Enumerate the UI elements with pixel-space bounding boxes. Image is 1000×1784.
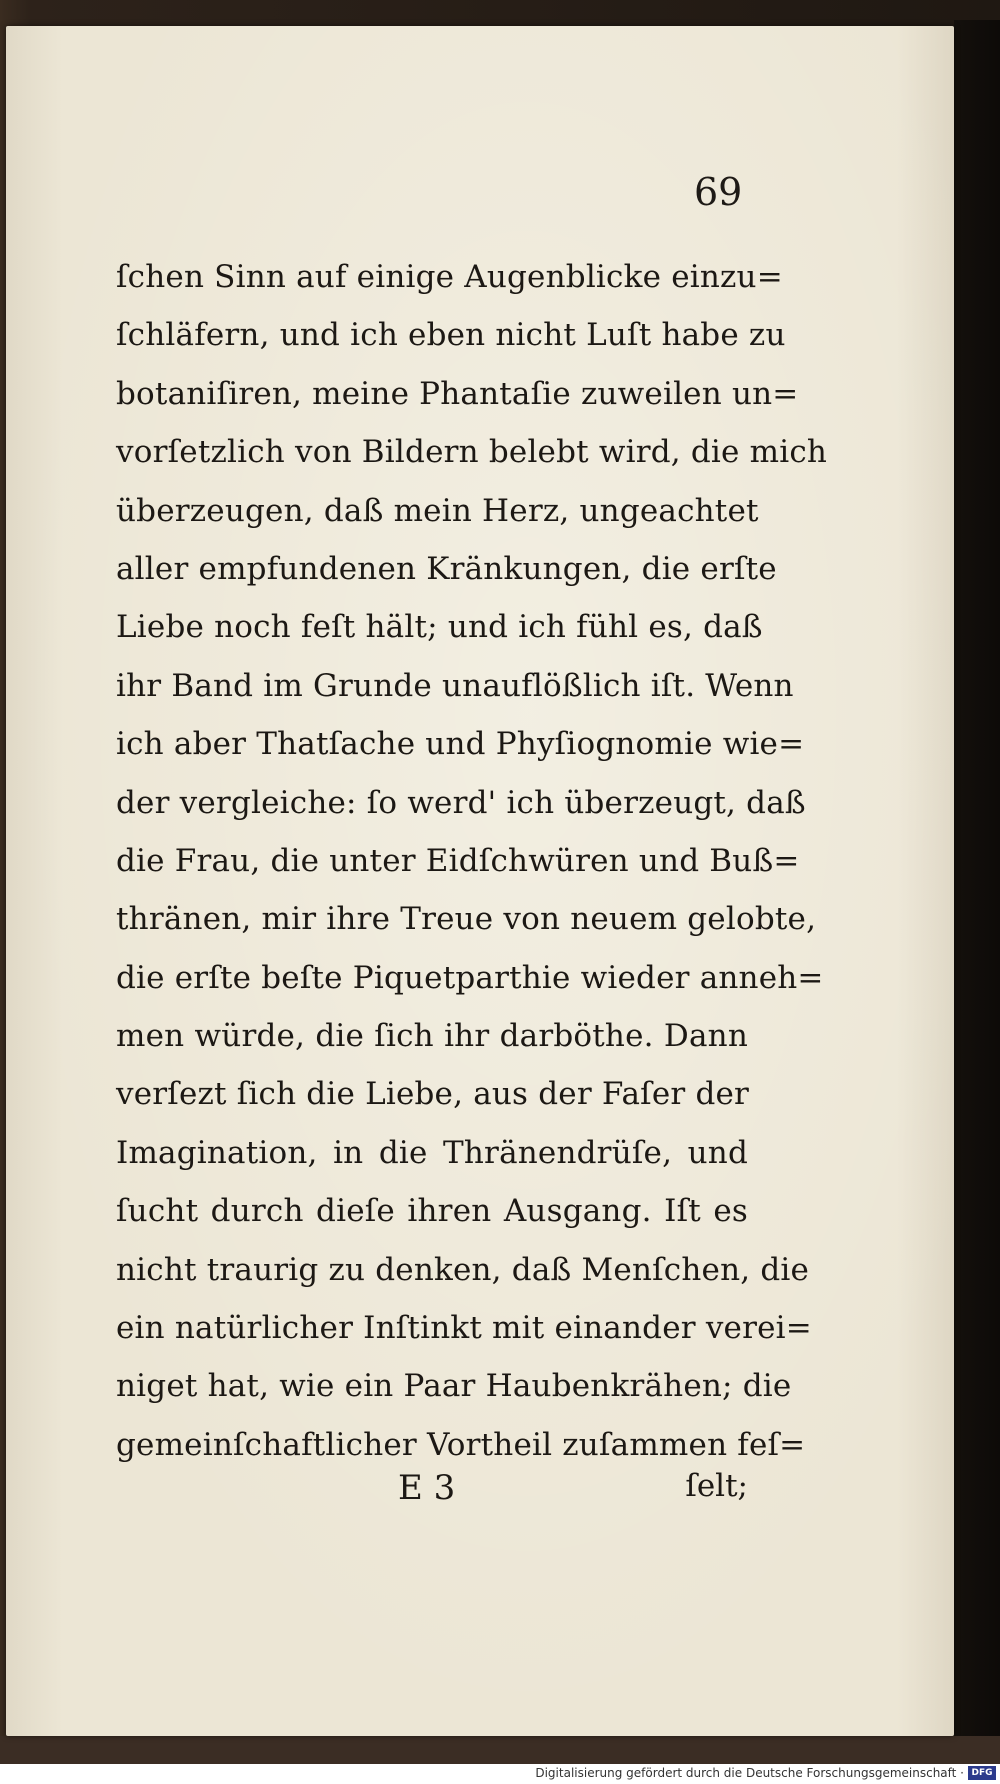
text-line: vorſetzlich von Bildern belebt wird, die mich — [116, 434, 828, 471]
text-line: Liebe noch feſt hält; und ich fühl es, daß — [116, 609, 763, 646]
text-line: nicht traurig zu denken, daß Menſchen, die — [116, 1251, 810, 1288]
text-line: ein natürlicher Inſtinkt mit einander verei= — [116, 1310, 812, 1347]
text-line: niget hat, wie ein Paar Haubenkrähen; die — [116, 1368, 792, 1405]
text-line: men würde, die ſich ihr darböthe. Dann — [116, 1018, 748, 1055]
text-line: der vergleiche: ſo werd' ich überzeugt, daß — [116, 784, 806, 821]
text-line: ſchen Sinn auf einige Augenblicke einzu= — [116, 259, 783, 295]
page-footer-line — [116, 1468, 748, 1518]
text-line: verſezt ſich die Liebe, aus der Faſer der — [116, 1076, 750, 1113]
book-edge — [954, 20, 1000, 1750]
text-line: die Frau, die unter Eidſchwüren und Buß= — [116, 842, 800, 879]
text-line: thränen, mir ihre Treue von neuem gelobte, — [116, 901, 817, 938]
funding-credit: Digitalisierung gefördert durch die Deutsche Forschungsgemeinschaft · — [535, 1766, 964, 1780]
text-line: überzeugen, daß mein Herz, ungeachtet — [116, 492, 759, 529]
text-line: ſchläfern, und ich eben nicht Luſt habe zu — [116, 317, 786, 354]
dfg-logo-icon: DFG — [968, 1766, 996, 1780]
text-line: Imagination, in die Thränendrüſe, und — [116, 1134, 748, 1171]
digitization-footer — [0, 1764, 1000, 1784]
text-line: aller empfundenen Kränkungen, die erſte — [116, 550, 777, 587]
text-line: gemeinſchaftlicher Vortheil zuſammen feſ= — [116, 1426, 806, 1463]
page-text — [116, 248, 828, 1474]
signature-mark: E 3 — [398, 1468, 456, 1508]
text-line: botaniſiren, meine Phantaſie zuweilen un= — [116, 375, 799, 412]
text-line: ſucht durch dieſe ihren Ausgang. Iſt es — [116, 1193, 748, 1230]
scan-bottom-strip — [0, 1736, 1000, 1764]
text-line: ich aber Thatſache und Phyſiognomie wie= — [116, 726, 805, 763]
catchword: ſelt; — [685, 1468, 748, 1504]
text-line: ihr Band im Grunde unauflößlich iſt. Wenn — [116, 667, 794, 704]
text-line: die erſte beſte Piquetparthie wieder anneh= — [116, 959, 824, 996]
page-number: 69 — [694, 170, 743, 214]
